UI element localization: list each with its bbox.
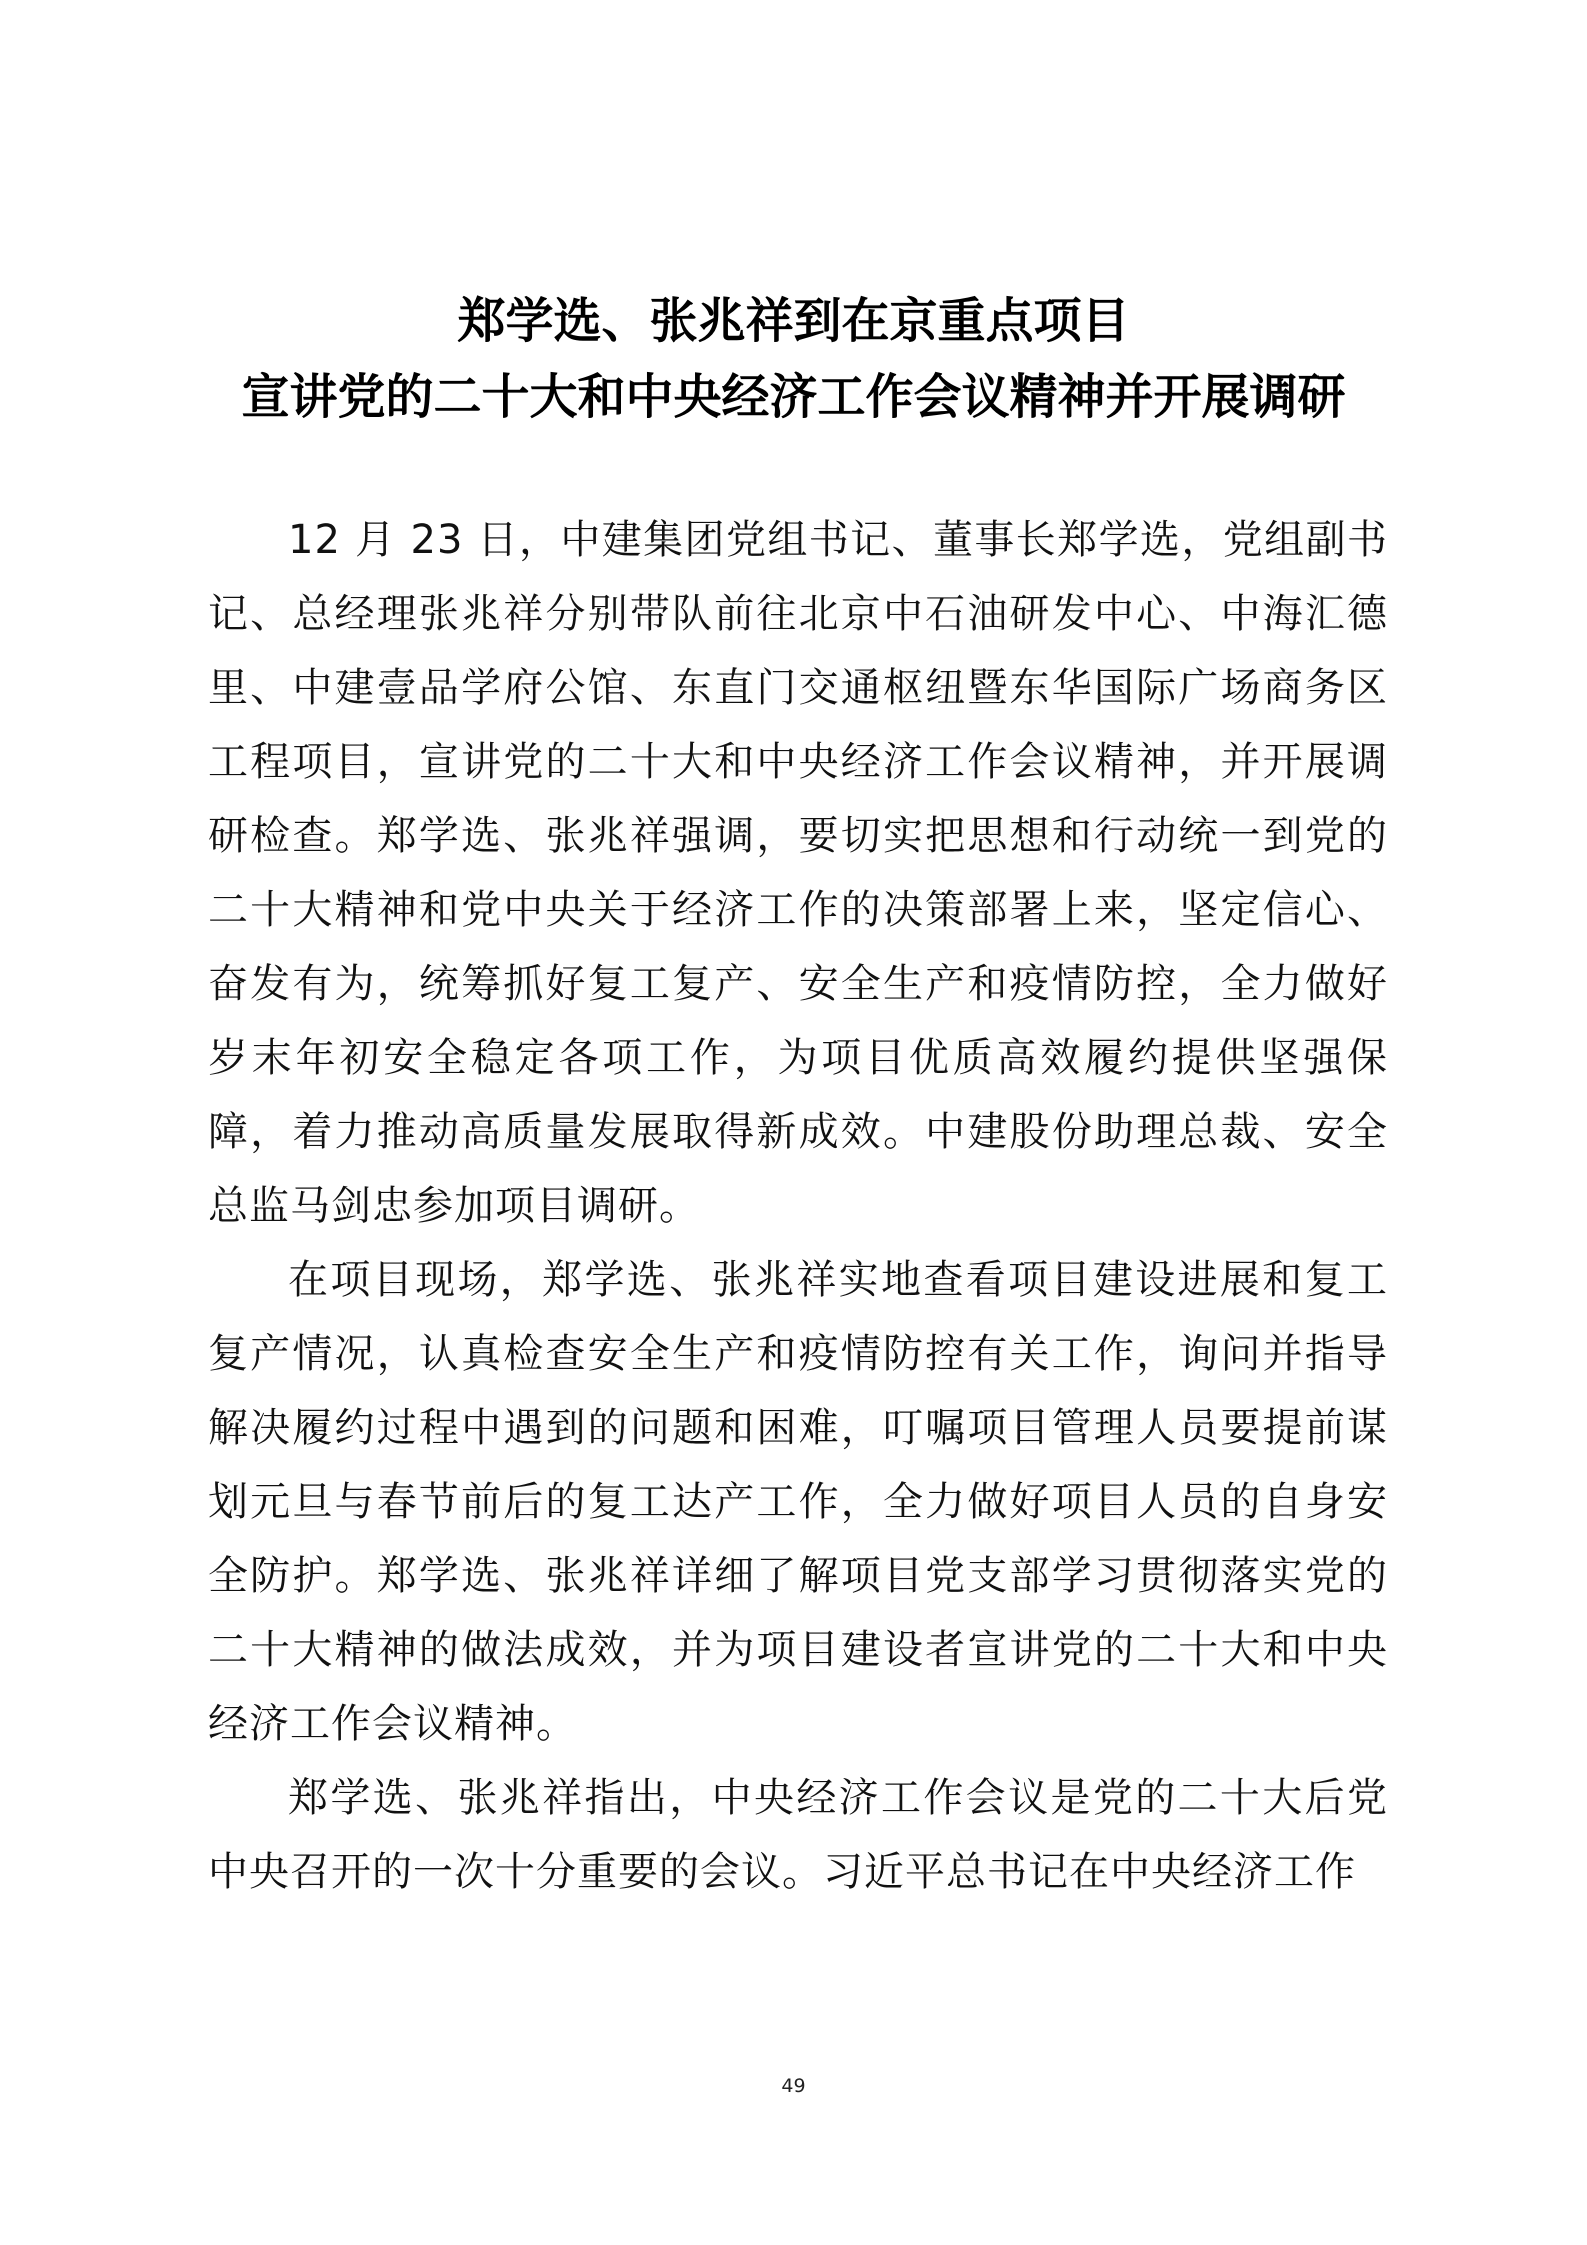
- article-title: [0, 283, 1587, 435]
- page-number: 49: [781, 2075, 806, 2097]
- title-line-1: 郑学选、张兆祥到在京重点项目: [457, 293, 1130, 349]
- paragraph-3: 郑学选、张兆祥指出，中央经济工作会议是党的二十大后党中央召开的一次十分重要的会议。习近平总书记在中央经济工作: [208, 1775, 1388, 1895]
- paragraph-2: 在项目现场，郑学选、张兆祥实地查看项目建设进展和复工复产情况，认真检查安全生产和疫情防控有关工作，询问并指导解决履约过程中遇到的问题和困难，叮嘱项目管理人员要提前谋划元旦与春节前后的复工达产工作，全力做好项目人员的自身安全防护。郑学选、张兆祥详细了解项目党支部学习贯彻落实党的二十大精神的做法成效，并为项目建设者宣讲党的二十大和中央经济工作会议精神。: [208, 1257, 1388, 1747]
- title-line-2: 宣讲党的二十大和中央经济工作会议精神并开展调研: [241, 369, 1346, 425]
- article-body: [208, 503, 1388, 1909]
- paragraph-1: 12 月 23 日，中建集团党组书记、董事长郑学选，党组副书记、总经理张兆祥分别带队前往北京中石油研发中心、中海汇德里、中建壹品学府公馆、东直门交通枢纽暨东华国际广场商务区工程项目，宣讲党的二十大和中央经济工作会议精神，并开展调研检查。郑学选、张兆祥强调，要切实把思想和行动统一到党的二十大精神和党中央关于经济工作的决策部署上来，坚定信心、奋发有为，统筹抓好复工复产、安全生产和疫情防控，全力做好岁末年初安全稳定各项工作，为项目优质高效履约提供坚强保障，着力推动高质量发展取得新成效。中建股份助理总裁、安全总监马剑忠参加项目调研。: [208, 517, 1388, 1229]
